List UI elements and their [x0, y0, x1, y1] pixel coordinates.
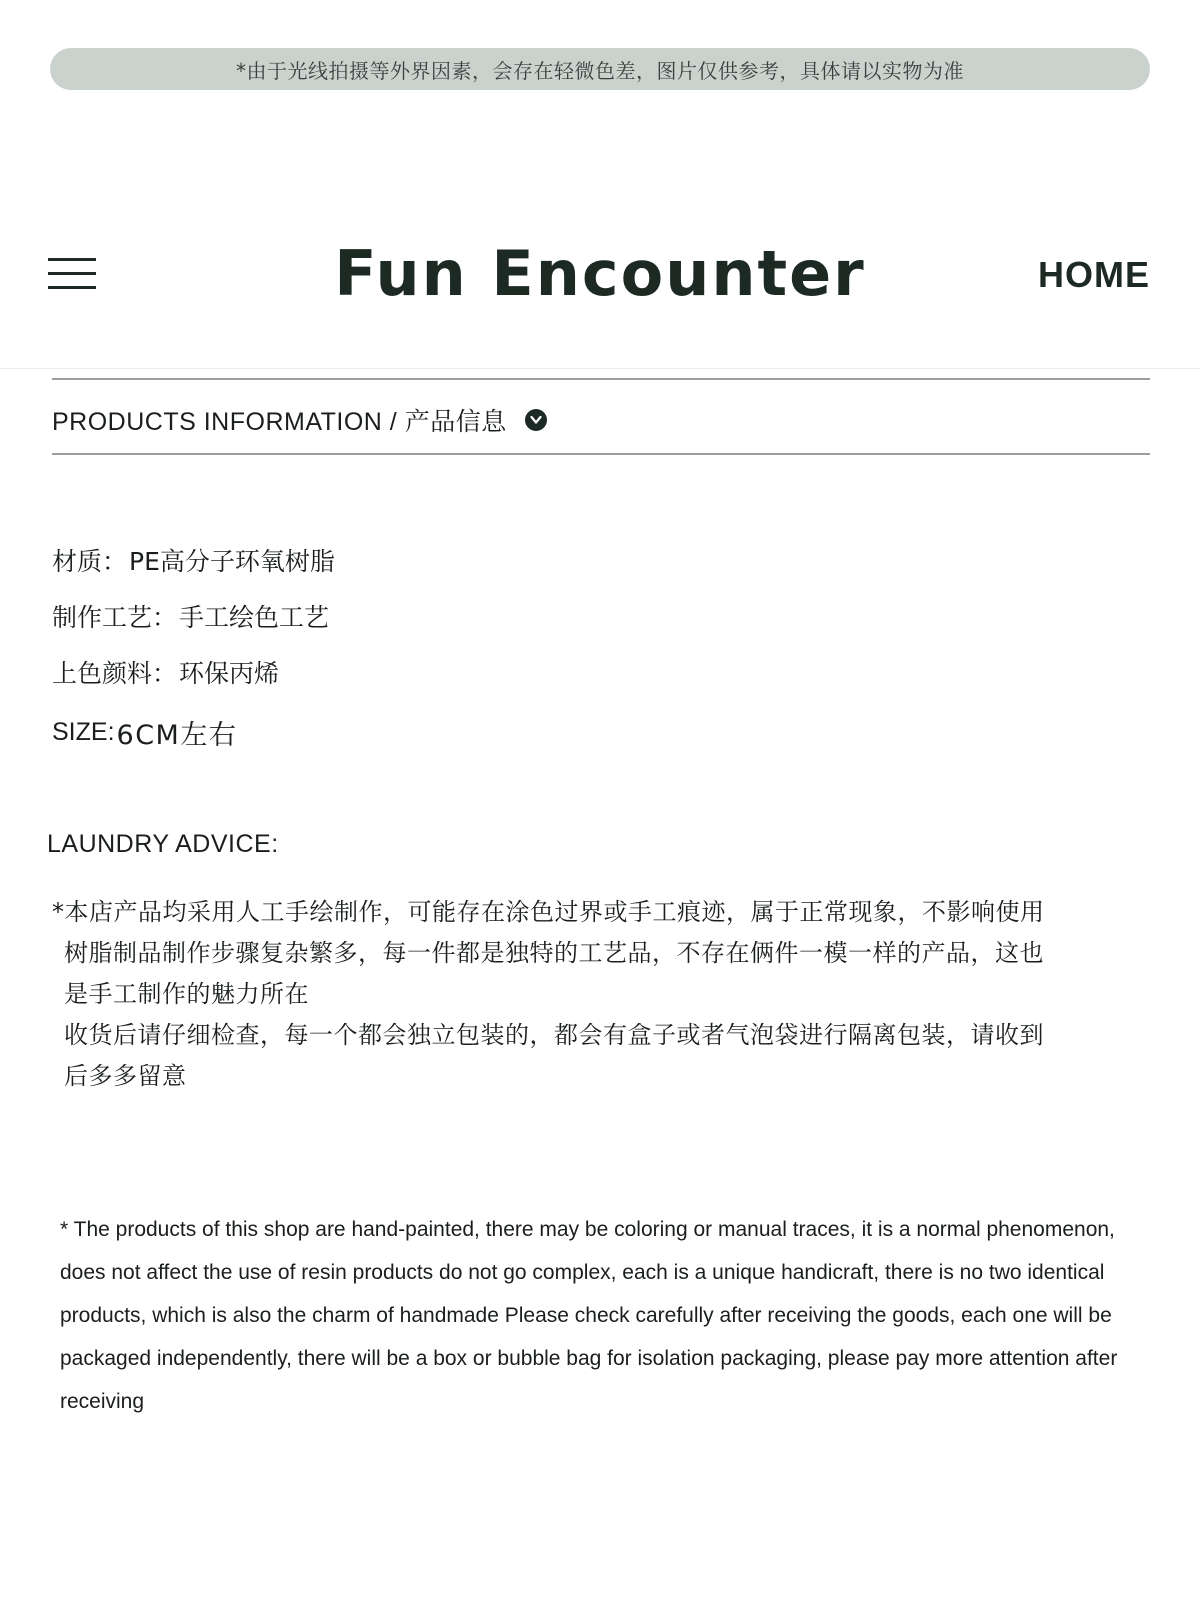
menu-icon[interactable] — [48, 258, 96, 292]
advice-cn-line: 后多多留意 — [64, 1062, 187, 1090]
spec-value: 手工绘色工艺 — [179, 603, 330, 632]
site-header — [0, 230, 1200, 330]
color-notice-text: *由于光线拍摄等外界因素，会存在轻微色差，图片仅供参考，具体请以实物为准 — [236, 58, 964, 83]
spec-value: 6CM左右 — [116, 719, 238, 751]
spec-paint — [52, 644, 852, 700]
products-info-title: PRODUCTS INFORMATION / 产品信息 — [52, 408, 507, 436]
advice-cn-line: 收货后请仔细检查，每一个都会独立包装的，都会有盒子或者气泡袋进行隔离包装，请收到 — [64, 1021, 1044, 1049]
color-notice-banner — [50, 48, 1150, 90]
header-divider — [0, 368, 1200, 369]
home-link[interactable]: HOME — [1038, 254, 1150, 295]
spec-craft — [52, 588, 852, 644]
spec-value: 环保丙烯 — [179, 659, 280, 688]
advice-cn-line: *本店产品均采用人工手绘制作，可能存在涂色过界或手工痕迹，属于正常现象，不影响使用 — [52, 898, 1045, 926]
spec-label: 制作工艺： — [52, 603, 178, 632]
spec-list — [52, 532, 852, 760]
section-rule-bottom — [52, 453, 1150, 455]
advice-cn-line: 是手工制作的魅力所在 — [64, 980, 309, 1008]
section-rule-top — [52, 378, 1150, 380]
spec-size — [52, 704, 852, 760]
advice-chinese — [52, 892, 1112, 1097]
spec-material — [52, 532, 852, 588]
spec-value: PE高分子环氧树脂 — [129, 547, 335, 576]
spec-label: 上色颜料： — [52, 659, 178, 688]
spec-label: 材质： — [52, 547, 128, 576]
products-info-header[interactable] — [52, 400, 547, 440]
advice-english: * The products of this shop are hand-painted, there may be coloring or manual traces, it is a normal phenomenon, does not affect the use of resin products do not go complex, each is a unique handicraft, there is no two identical products, which is also the charm of handmade Please check carefully after receiving the goods, each one will be packaged independently, there will be a box or bubble bag for isolation packaging, please pay more attention after receiving — [60, 1218, 1118, 1413]
chevron-down-icon[interactable] — [525, 409, 547, 431]
advice-cn-line: 树脂制品制作步骤复杂繁多，每一件都是独特的工艺品，不存在俩件一模一样的产品，这也 — [64, 939, 1044, 967]
laundry-advice-heading: LAUNDRY ADVICE: — [47, 830, 279, 858]
brand-logo: Fun Encounter — [334, 236, 866, 310]
spec-label: SIZE: — [52, 717, 115, 746]
